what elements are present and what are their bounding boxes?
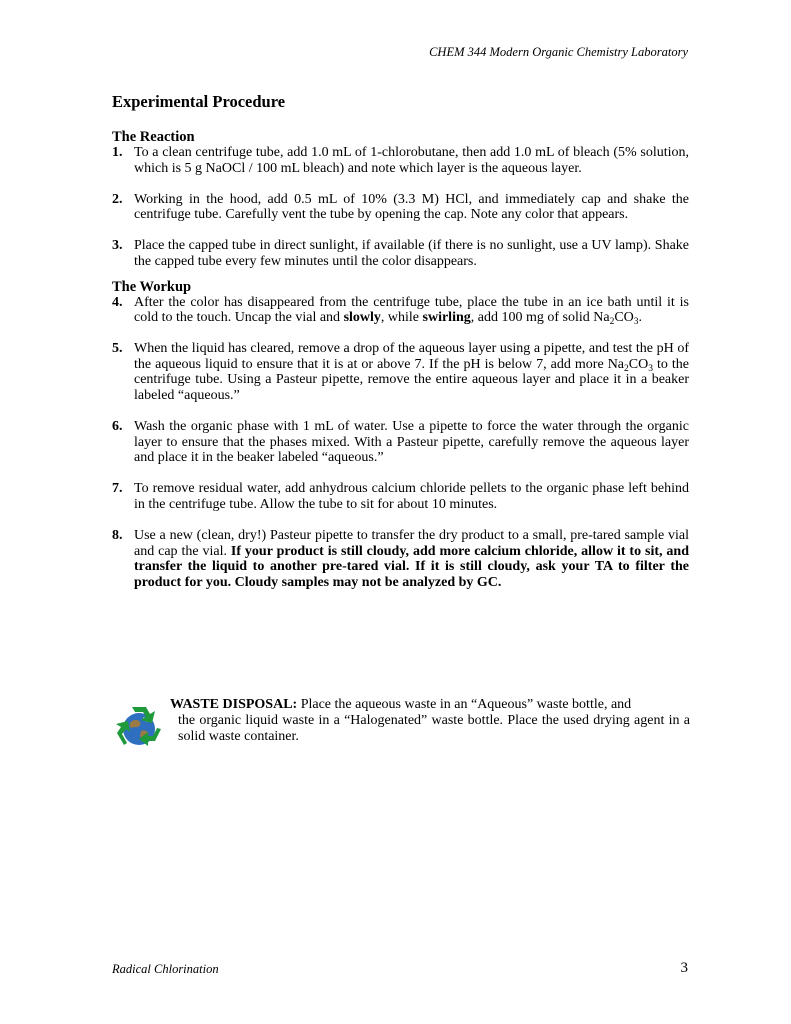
step-2 (112, 192, 689, 223)
step-text: Wash the organic phase with 1 mL of water. Use a pipette to force the water through the organic layer to ensure that the phases mixed. With a Pasteur pipette, carefully remove the aqueous layer and place it in the beaker labeled “aqueous.” (134, 419, 689, 466)
waste-line-1: Place the aqueous waste in an “Aqueous” waste bottle, and (297, 697, 632, 712)
waste-disposal-text (170, 697, 690, 745)
step-text: Working in the hood, add 0.5 mL of 10% (3.3 M) HCl, and immediately cap and shake the centrifuge tube. Carefully vent the tube by opening the cap. Note any color that appears. (134, 191, 689, 223)
step-6 (112, 419, 689, 466)
running-header: CHEM 344 Modern Organic Chemistry Laboratory (429, 45, 688, 59)
cloudy-warning: If your product is still cloudy, add more calcium chloride, allow it to sit, and transfer the liquid to another pre-tared vial. If it is still cloudy, ask your TA to filter the product for you. Cloudy samples may not be analyzed by GC. (134, 543, 689, 590)
step-3 (112, 238, 689, 269)
step-1 (112, 145, 689, 176)
step-text: To a clean centrifuge tube, add 1.0 mL of 1-chlorobutane, then add 1.0 mL of bleach (5% solution, which is 5 g NaOCl / 100 mL bleach) and note which layer is the aqueous layer. (134, 145, 689, 176)
emphasis-swirling: swirling (422, 310, 471, 326)
step-text-part: to the centrifuge tube. Using a Pasteur pipette, remove the entire aqueous layer and place it in a beaker labeled “aqueous.” (134, 356, 689, 404)
subscript: 3 (648, 363, 653, 374)
waste-disposal-label: WASTE DISPOSAL: (170, 697, 298, 712)
step-number: 6. (112, 419, 123, 435)
subscript: 3 (633, 317, 639, 328)
step-number: 4. (112, 294, 123, 310)
step-number: 8. (112, 528, 123, 544)
recycle-globe-icon (110, 699, 168, 757)
page-number: 3 (680, 960, 688, 976)
step-number: 5. (112, 341, 123, 357)
subscript: 2 (624, 363, 629, 374)
step-number: 1. (112, 145, 123, 160)
step-text-part: , add 100 mg of solid Na (470, 310, 610, 326)
step-text-part: . (638, 310, 643, 326)
step-text: To remove residual water, add anhydrous calcium chloride pellets to the organic phase left behind in the centrifuge tube. Allow the tube to sit for about 10 minutes. (134, 481, 689, 512)
step-text-part: CO (614, 310, 634, 326)
step-text-part: Use a new (clean, dry!) Pasteur pipette to transfer the dry product to a small, pre-tared sample vial and cap the vial. (134, 528, 689, 559)
reaction-steps (112, 145, 689, 270)
section-heading-reaction: The Reaction (112, 129, 195, 145)
footer-chapter-title: Radical Chlorination (112, 962, 219, 976)
step-8 (112, 528, 689, 590)
step-text-part: , while (380, 310, 423, 326)
step-number: 7. (112, 481, 123, 497)
procedure-body (112, 92, 689, 606)
section-heading-workup: The Workup (112, 278, 192, 295)
step-text-part: After the color has disappeared from the centrifuge tube, place the tube in an ice bath until it is cold to the touch. Uncap the vial and (134, 294, 689, 326)
waste-disposal-note (110, 697, 690, 745)
page-title: Experimental Procedure (112, 92, 286, 111)
step-4 (112, 295, 689, 326)
waste-continued-text: the organic liquid waste in a “Halogenated” waste bottle. Place the used drying agent in a solid waste container. (178, 713, 690, 744)
step-7 (112, 481, 689, 512)
step-text: Place the capped tube in direct sunlight, if available (if there is no sunlight, use a UV lamp). Shake the capped tube every few minutes until the color disappears. (134, 238, 689, 269)
step-5 (112, 341, 689, 403)
subscript: 2 (609, 317, 615, 328)
workup-steps (112, 295, 689, 591)
step-number: 3. (112, 238, 123, 254)
emphasis-slowly: slowly (343, 310, 381, 326)
step-text-part: When the liquid has cleared, remove a drop of the aqueous layer using a pipette, and test the pH of the aqueous liquid to ensure that it is at or above 7. If the pH is below 7, add more Na (134, 341, 689, 372)
step-number: 2. (112, 191, 123, 207)
step-text-part: CO (628, 356, 649, 372)
